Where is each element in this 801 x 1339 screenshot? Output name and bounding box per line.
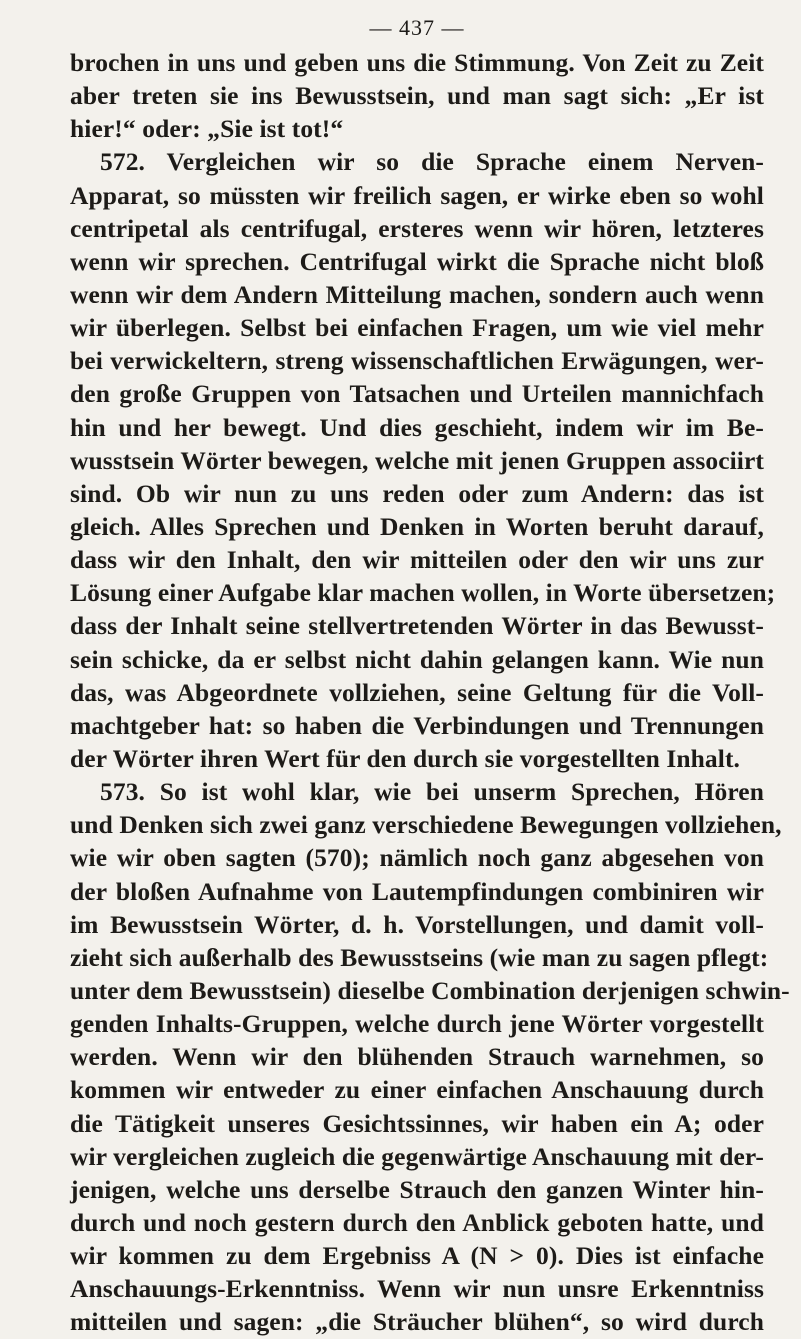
text-line: im Bewusstsein Wörter, d. h. Vorstellungen, und damit voll- — [70, 909, 764, 939]
text-line: hin und her bewegt. Und dies geschieht, indem wir im Be- — [70, 412, 764, 442]
text-line: wir vergleichen zugleich die gegenwärtige Anschauung mit der- — [70, 1141, 764, 1171]
text-line: wir überlegen. Selbst bei einfachen Fragen, um wie viel mehr — [70, 313, 764, 343]
text-line: durch und noch gestern durch den Anblick geboten hatte, und — [70, 1207, 764, 1237]
text-line: Lösung einer Aufgabe klar machen wollen, in Worte übersetzen; — [70, 578, 776, 608]
text-line: wusstsein Wörter bewegen, welche mit jenen Gruppen associirt — [70, 445, 764, 475]
text-line: der Wörter ihren Wert für den durch sie vorgestellten Inhalt. — [70, 743, 741, 773]
text-line: bei verwickeltern, streng wissenschaftlichen Erwägungen, wer- — [70, 346, 764, 376]
text-line: Apparat, so müssten wir freilich sagen, er wirke eben so wohl — [70, 180, 764, 210]
text-line: zieht sich außerhalb des Bewusstseins (wie man zu sagen pflegt: — [70, 942, 769, 972]
text-line: die Tätigkeit unseres Gesichtssinnes, wir haben ein A; oder — [70, 1108, 764, 1138]
text-line: der bloßen Aufnahme von Lautempfindungen combiniren wir — [70, 876, 764, 906]
text-line: Anschauungs-Erkenntniss. Wenn wir nun unsre Erkenntniss — [70, 1274, 764, 1304]
text-line: dass der Inhalt seine stellvertretenden Wörter in das Bewusst- — [70, 611, 764, 641]
text-line: unter dem Bewusstsein) dieselbe Combination derjenigen schwin- — [70, 975, 790, 1005]
text-line: werden. Wenn wir den blühenden Strauch warnehmen, so — [70, 1042, 764, 1072]
paragraph-continuation — [70, 46, 764, 145]
text-line: wenn wir dem Andern Mitteilung machen, sondern auch wenn — [70, 279, 764, 309]
text-line: und Denken sich zwei ganz verschiedene Bewegungen vollziehen, — [70, 810, 782, 840]
text-line: centripetal als centrifugal, ersteres wenn wir hören, letzteres — [70, 213, 764, 243]
paragraph-572 — [70, 145, 776, 775]
text-line: aber treten sie ins Bewusstsein, und man sagt sich: „Er ist — [70, 81, 764, 111]
text-line: sind. Ob wir nun zu uns reden oder zum Andern: das ist — [70, 478, 764, 508]
text-line: 573. So ist wohl klar, wie bei unserm Sprechen, Hören — [100, 777, 764, 807]
text-line: genden Inhalts-Gruppen, welche durch jene Wörter vorgestellt — [70, 1009, 764, 1039]
page-number-header: — 437 — — [369, 15, 465, 40]
text-line: hier!“ oder: „Sie ist tot!“ — [70, 114, 344, 144]
text-line: sein schicke, da er selbst nicht dahin gelangen kann. Wie nun — [70, 644, 764, 674]
text-line: dass wir den Inhalt, den wir mitteilen oder den wir uns zur — [70, 545, 764, 575]
text-line: jenigen, welche uns derselbe Strauch den ganzen Winter hin- — [70, 1174, 764, 1204]
text-line: den große Gruppen von Tatsachen und Urteilen mannichfach — [70, 379, 764, 409]
text-line: wir kommen zu dem Ergebniss A (N > 0). Dies ist einfache — [70, 1241, 764, 1271]
text-line: kommen wir entweder zu einer einfachen Anschauung durch — [70, 1075, 764, 1105]
text-line: gleich. Alles Sprechen und Denken in Worten beruht darauf, — [70, 511, 764, 541]
text-line: wie wir oben sagten (570); nämlich noch ganz abgesehen von — [70, 843, 764, 873]
text-line: das, was Abgeordnete vollziehen, seine Geltung für die Voll- — [70, 677, 764, 707]
text-line: mitteilen und sagen: „die Sträucher blühen“, so wird durch — [70, 1307, 764, 1337]
text-line: brochen in uns und geben uns die Stimmung. Von Zeit zu Zeit — [70, 48, 764, 77]
text-line: 572. Vergleichen wir so die Sprache einem Nerven- — [100, 147, 764, 177]
paragraph-573 — [70, 775, 790, 1338]
text-line: machtgeber hat: so haben die Verbindungen und Trennungen — [70, 710, 764, 740]
text-line: wenn wir sprechen. Centrifugal wirkt die Sprache nicht bloß — [70, 246, 764, 276]
